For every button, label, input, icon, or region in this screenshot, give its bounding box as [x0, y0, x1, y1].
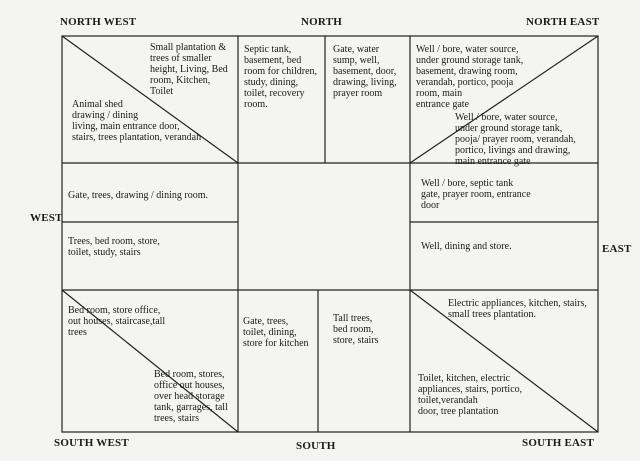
zone-sw-lower-text: Bed room, stores, office out houses, over head storage tank, garrages, tall trees, stairs: [154, 369, 228, 424]
zone-w-lower-text: Trees, bed room, store, toilet, study, stairs: [68, 236, 160, 258]
zone-sw-upper-text: Bed room, store office, out houses, staircase,tall trees: [68, 305, 166, 338]
label-north-west: NORTH WEST: [60, 16, 137, 28]
zone-n-left-text: Septic tank, basement, bed room for children, study, dining, toilet, recovery room.: [244, 44, 318, 110]
label-south-east: SOUTH EAST: [522, 437, 594, 449]
label-south-west: SOUTH WEST: [54, 437, 129, 449]
zone-nw-lower-text: Animal shed drawing / dining living, main entrance door, stairs, trees plantation, verandah: [72, 99, 202, 143]
label-west: WEST: [30, 212, 63, 224]
zone-w-upper-text: Gate, trees, drawing / dining room.: [68, 190, 208, 201]
zone-s-right-text: Tall trees, bed room, store, stairs: [333, 313, 379, 346]
label-east: EAST: [602, 243, 632, 255]
label-south: SOUTH: [296, 440, 336, 452]
zone-s-left-text: Gate, trees, toilet, dining, store for kitchen: [243, 316, 309, 349]
zone-se-lower-text: Toilet, kitchen, electric appliances, stairs, portico, toilet,verandah door, tree plantation: [418, 373, 523, 417]
zone-nw-upper-text: Small plantation & trees of smaller height, Living, Bed room, Kitchen, Toilet: [150, 42, 228, 97]
zone-ne-lower-text: Well / bore, water source, under ground storage tank, pooja/ prayer room, verandah, portico, livings and drawing, main entrance gate: [455, 112, 576, 167]
zone-e-upper-text: Well / bore, septic tank gate, prayer room, entrance door: [421, 178, 531, 211]
label-north: NORTH: [301, 16, 342, 28]
zone-se-upper-text: Electric appliances, kitchen, stairs, small trees plantation.: [448, 298, 587, 320]
zone-n-right-text: Gate, water sump, well, basement, door, drawing, living, prayer room: [333, 44, 397, 99]
label-north-east: NORTH EAST: [526, 16, 600, 28]
zone-ne-upper-text: Well / bore, water source, under ground storage tank, basement, drawing room, verandah, portico, pooja room, main entrance gate: [416, 44, 524, 110]
zone-e-lower-text: Well, dining and store.: [421, 241, 512, 252]
